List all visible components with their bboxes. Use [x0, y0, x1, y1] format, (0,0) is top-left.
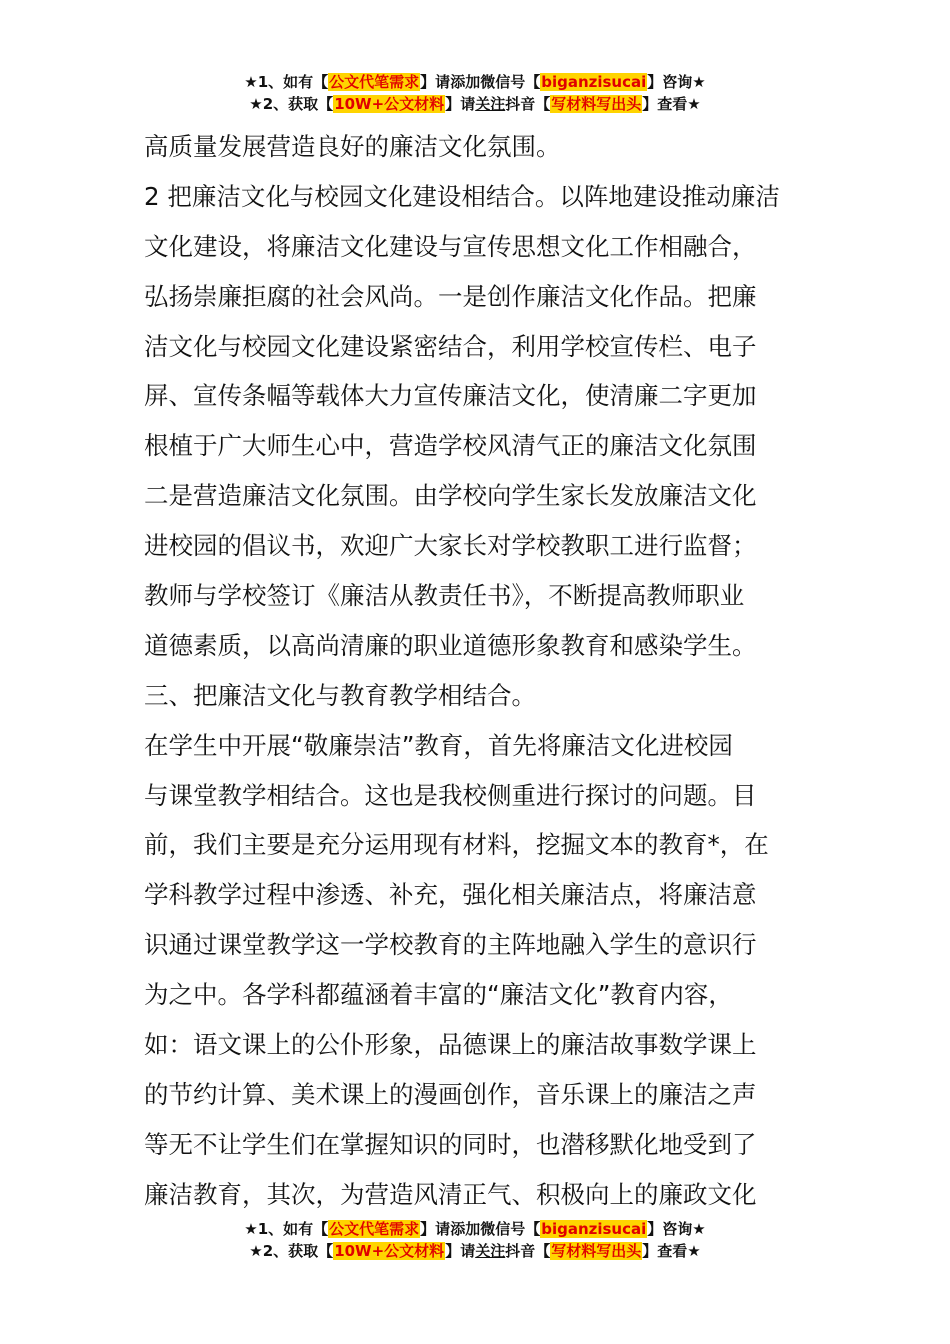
banner-highlight: 公文代笔需求: [329, 73, 420, 91]
body-line: 根植于广大师生心中，营造学校风清气正的廉洁文化氛围: [144, 431, 757, 461]
banner-highlight: 写材料写出头: [551, 95, 642, 113]
body-line: 学科教学过程中渗透、补充，强化相关廉洁点，将廉洁意: [144, 880, 757, 910]
body-line: 道德素质，以高尚清廉的职业道德形象教育和感染学生。: [144, 630, 757, 660]
body-line: 在学生中开展“敬廉崇洁”教育，首先将廉洁文化进校园: [144, 730, 733, 760]
document-body: [144, 122, 812, 1220]
body-line: 与课堂教学相结合。这也是我校侧重进行探讨的问题。目: [144, 780, 757, 810]
banner-highlight: 写材料写出头: [551, 1242, 642, 1260]
banner-line-1: ★1、如有【公文代笔需求】请添加微信号【biganzisucai】咨询★: [244, 73, 706, 91]
banner-emphasis: 关注: [475, 95, 506, 113]
body-line: 的节约计算、美术课上的漫画创作，音乐课上的廉洁之声: [144, 1079, 757, 1109]
banner-line-2: ★2、获取【10W+公文材料】请关注抖音【写材料写出头】查看★: [249, 1242, 701, 1260]
section-heading: 三、把廉洁文化与教育教学相结合。: [144, 680, 536, 710]
body-line: 教师与学校签订《廉洁从教责任书》，不断提高教师职业: [144, 581, 745, 611]
body-line: 如：语文课上的公仆形象，品德课上的廉洁故事数学课上: [144, 1030, 757, 1060]
header-banner: [0, 71, 950, 115]
body-line: 文化建设，将廉洁文化建设与宣传思想文化工作相融合，: [144, 231, 757, 261]
banner-highlight: 公文代笔需求: [329, 1220, 420, 1238]
banner-emphasis: 添加: [450, 1220, 481, 1238]
body-line: 二是营造廉洁文化氛围。由学校向学生家长发放廉洁文化: [144, 481, 757, 511]
body-line: 进校园的倡议书，欢迎广大家长对学校教职工进行监督；: [144, 531, 757, 561]
body-line: 等无不让学生们在掌握知识的同时，也潜移默化地受到了: [144, 1129, 757, 1159]
body-line: 高质量发展营造良好的廉洁文化氛围。: [144, 132, 561, 161]
banner-highlight: 10W+公文材料: [334, 95, 445, 113]
body-line: 洁文化与校园文化建设紧密结合，利用学校宣传栏、电子: [144, 331, 757, 361]
banner-highlight: biganzisucai: [541, 73, 647, 91]
footer-banner: [0, 1218, 950, 1262]
banner-line-2: ★2、获取【10W+公文材料】请关注抖音【写材料写出头】查看★: [249, 95, 701, 113]
banner-highlight: biganzisucai: [541, 1220, 647, 1238]
banner-highlight: 10W+公文材料: [334, 1242, 445, 1260]
body-line: 2 把廉洁文化与校园文化建设相结合。以阵地建设推动廉洁: [144, 181, 780, 211]
body-line: 屏、宣传条幅等载体大力宣传廉洁文化，使清廉二字更加: [144, 381, 757, 411]
banner-line-1: ★1、如有【公文代笔需求】请添加微信号【biganzisucai】咨询★: [244, 1220, 706, 1238]
body-line: 识通过课堂教学这一学校教育的主阵地融入学生的意识行: [144, 930, 757, 960]
body-line: 廉洁教育，其次，为营造风清正气、积极向上的廉政文化: [144, 1179, 757, 1209]
body-line: 为之中。各学科都蕴涵着丰富的“廉洁文化”教育内容，: [144, 980, 733, 1010]
body-line: 前，我们主要是充分运用现有材料，挖掘文本的教育*，在: [144, 830, 769, 860]
body-line: 弘扬崇廉拒腐的社会风尚。一是创作廉洁文化作品。把廉: [144, 281, 757, 311]
banner-emphasis: 关注: [475, 1242, 506, 1260]
banner-emphasis: 添加: [450, 73, 481, 91]
